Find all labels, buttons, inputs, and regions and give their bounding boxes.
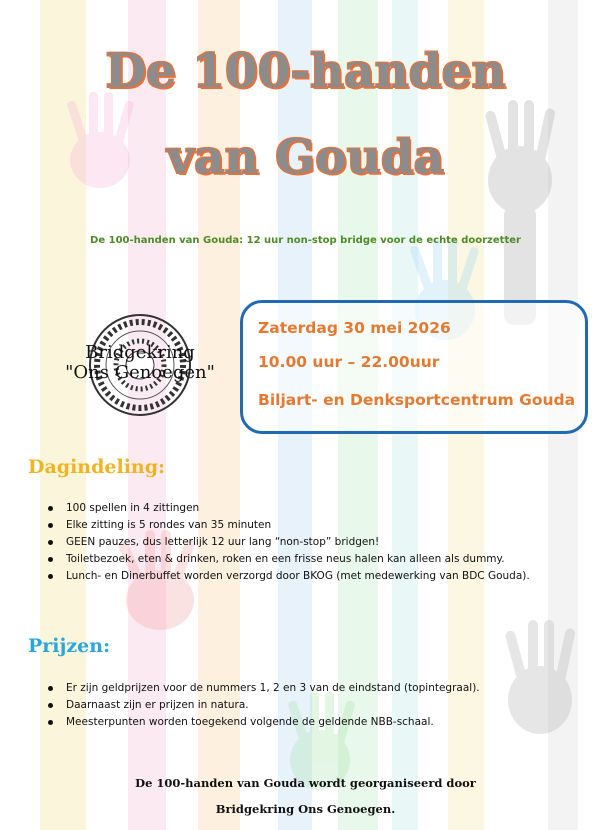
bullet-icon <box>48 720 53 725</box>
footer-line-2: Bridgekring Ons Genoegen. <box>215 802 396 816</box>
event-venue: Biljart- en Denksportcentrum Gouda <box>258 391 576 409</box>
title-line-2: van Gouda <box>166 130 445 185</box>
logo-text-line-1: Bridgekring <box>85 342 195 363</box>
event-time: 10.00 uur – 22.00uur <box>258 353 440 371</box>
list-item-text: 100 spellen in 4 zittingen <box>66 502 200 514</box>
list-item <box>46 517 530 534</box>
bullet-icon <box>48 703 53 708</box>
event-date: Zaterdag 30 mei 2026 <box>258 319 451 337</box>
logo-text-line-2: "Ons Genoegen" <box>65 362 215 383</box>
list-item-text: Lunch- en Dinerbuffet worden verzorgd door BKOG (met medewerking van BDC Gouda). <box>66 570 530 582</box>
bullet-icon <box>48 523 53 528</box>
dagindeling-heading: Dagindeling: <box>28 456 166 478</box>
title-line-1: De 100-handen <box>105 44 506 99</box>
list-item-text: Meesterpunten worden toegekend volgende de geldende NBB-schaal. <box>66 716 434 728</box>
list-item <box>46 697 480 714</box>
list-item-text: Toiletbezoek, eten & drinken, roken en een frisse neus halen kan alleen als dummy. <box>66 553 505 565</box>
list-item <box>46 534 530 551</box>
event-details-box <box>240 300 588 434</box>
bullet-icon <box>48 574 53 579</box>
club-logo <box>55 310 225 420</box>
prijzen-heading: Prijzen: <box>28 635 111 657</box>
list-item <box>46 551 530 568</box>
list-item <box>46 714 480 731</box>
bullet-icon <box>48 540 53 545</box>
list-item-text: Elke zitting is 5 rondes van 35 minuten <box>66 519 272 531</box>
bullet-icon <box>48 506 53 511</box>
dagindeling-list <box>46 500 530 585</box>
list-item <box>46 568 530 585</box>
list-item-text: GEEN pauzes, dus letterlijk 12 uur lang “non-stop” bridgen! <box>66 536 380 548</box>
prijzen-list <box>46 680 480 731</box>
bullet-icon <box>48 686 53 691</box>
list-item-text: Er zijn geldprijzen voor de nummers 1, 2 en 3 van de eindstand (topintegraal). <box>66 682 480 694</box>
list-item-text: Daarnaast zijn er prijzen in natura. <box>66 699 249 711</box>
subtitle: De 100-handen van Gouda: 12 uur non-stop bridge voor de echte doorzetter <box>90 235 521 246</box>
list-item <box>46 500 530 517</box>
footer-line-1: De 100-handen van Gouda wordt georganiseerd door <box>135 776 476 790</box>
bullet-icon <box>48 557 53 562</box>
list-item <box>46 680 480 697</box>
